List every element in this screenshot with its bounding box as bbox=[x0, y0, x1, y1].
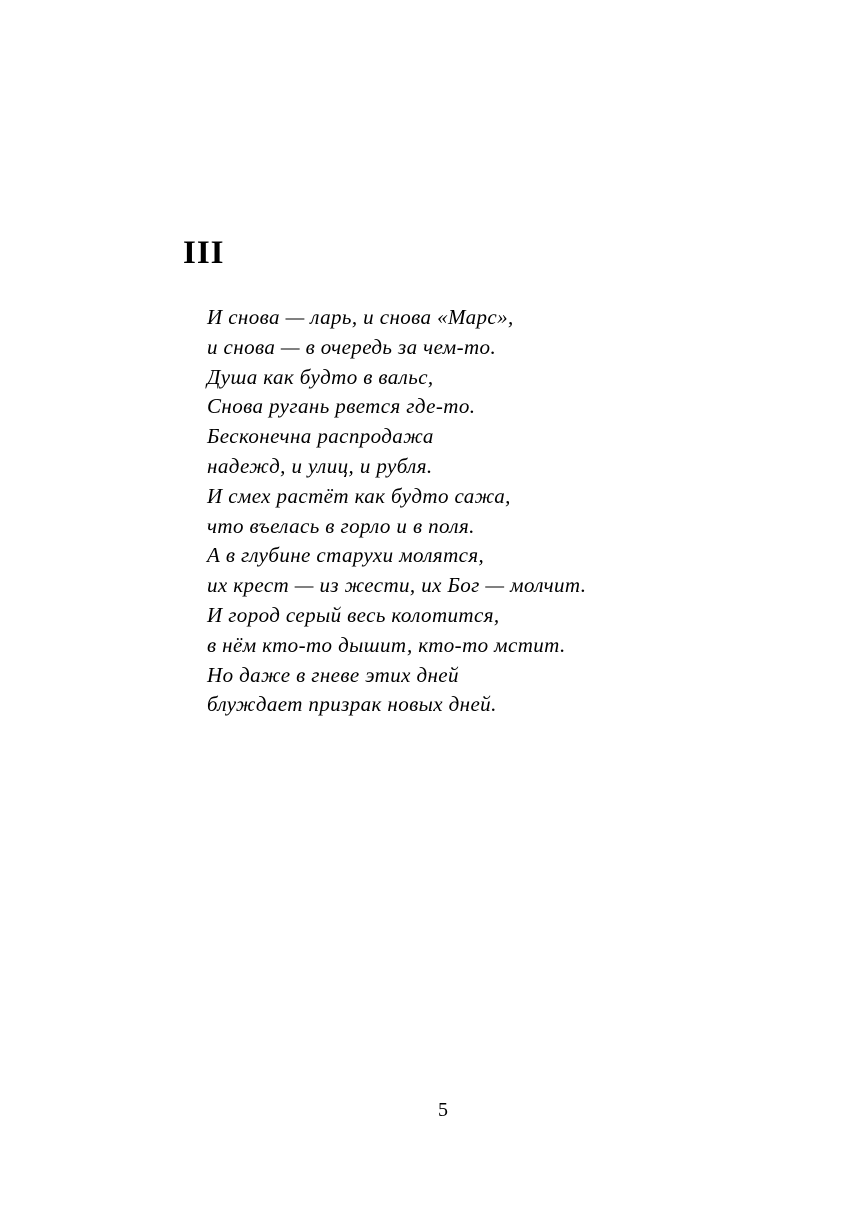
poem-line: блуждает призрак новых дней. bbox=[207, 692, 497, 717]
page-number: 5 bbox=[438, 1099, 448, 1121]
poem-line: в нём кто-то дышит, кто-то мстит. bbox=[207, 632, 566, 657]
poem-line: И город серый весь колотится, bbox=[207, 602, 500, 627]
poem-line: А в глубине старухи молятся, bbox=[207, 543, 485, 568]
poem-line: Бесконечна распродажа bbox=[207, 424, 434, 449]
poem-line: что въелась в горло и в поля. bbox=[207, 513, 475, 538]
poem-line: И смех растёт как будто сажа, bbox=[207, 483, 511, 508]
section-heading: III bbox=[183, 235, 225, 271]
poem-line: их крест — из жести, их Бог — молчит. bbox=[207, 573, 587, 598]
poem-line: Душа как будто в вальс, bbox=[207, 364, 434, 389]
poem-line: и снова — в очередь за чем-то. bbox=[207, 334, 497, 359]
poem-line: И снова — ларь, и снова «Марс», bbox=[207, 305, 514, 329]
poem-line: надежд, и улиц, и рубля. bbox=[207, 453, 433, 478]
poem-text bbox=[207, 303, 586, 720]
poem-line: Снова ругань рвется где-то. bbox=[207, 394, 476, 419]
poem-line: Но даже в гневе этих дней bbox=[207, 662, 459, 687]
